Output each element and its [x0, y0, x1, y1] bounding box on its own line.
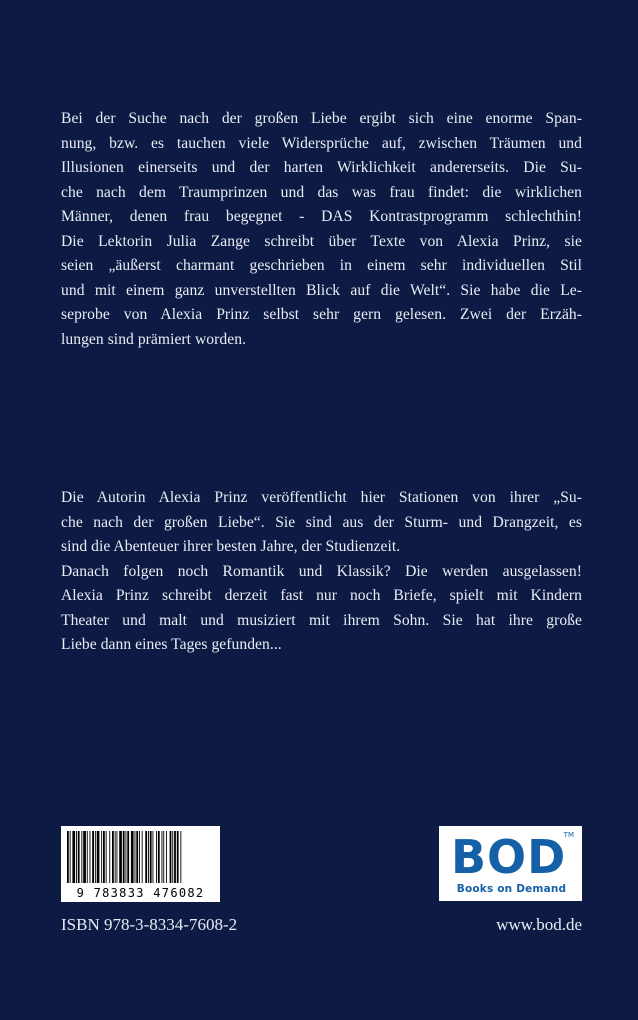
blurb-line: che nach der großen Liebe“. Sie sind aus der Sturm- und Drangzeit, es — [61, 513, 582, 531]
blurb-line: Alexia Prinz schreibt derzeit fast nur noch Briefe, spielt mit Kindern — [61, 587, 582, 604]
blurb-line: lungen sind prämiert worden. — [61, 330, 247, 348]
blurb-line: che nach dem Traumprinzen und das was frau findet: die wirklichen — [61, 183, 582, 201]
isbn-barcode — [61, 826, 220, 902]
blurb-line: Theater und malt und musiziert mit ihrem Sohn. Sie hat ihre große — [61, 611, 582, 629]
bod-publisher-logo — [439, 826, 582, 901]
blurb-paragraph-2 — [61, 486, 582, 658]
bod-trademark: TM — [563, 831, 574, 839]
barcode-bars — [67, 831, 214, 883]
publisher-website: www.bod.de — [496, 915, 582, 934]
blurb-line: Männer, denen frau begegnet - DAS Kontrastprogramm schlechthin! — [61, 208, 582, 225]
isbn-number: ISBN 978-3-8334-7608-2 — [61, 915, 238, 934]
barcode-digits: 9 783833 476082 — [76, 886, 205, 900]
blurb-line: nung, bzw. es tauchen viele Widersprüche auf, zwischen Träumen und — [61, 134, 582, 152]
blurb-line: seien „äußerst charmant geschrieben in einem sehr individuellen Stil — [61, 257, 582, 274]
blurb-line: Illusionen einerseits und der harten Wirklichkeit andererseits. Die Su- — [61, 159, 582, 176]
blurb-line: Danach folgen noch Romantik und Klassik? Die werden ausgelassen! — [61, 562, 582, 580]
blurb-line: Bei der Suche nach der großen Liebe ergibt sich eine enorme Span- — [61, 110, 582, 127]
bod-logo-subtitle: Books on Demand — [456, 883, 567, 895]
blurb-line: Die Autorin Alexia Prinz veröffentlicht hier Stationen von ihrer „Su- — [61, 489, 582, 506]
blurb-line: seprobe von Alexia Prinz selbst sehr gern gelesen. Zwei der Erzäh- — [61, 306, 582, 323]
blurb-line: Liebe dann eines Tages gefunden... — [61, 636, 282, 653]
blurb-line: und mit einem ganz unverstellten Blick auf die Welt“. Sie habe die Le- — [61, 281, 582, 299]
bod-logo-letters: BOD — [451, 830, 567, 884]
blurb-line: sind die Abenteuer ihrer besten Jahre, der Studienzeit. — [61, 538, 401, 555]
blurb-line: Die Lektorin Julia Zange schreibt über Texte von Alexia Prinz, sie — [61, 232, 582, 250]
blurb-paragraph-1 — [61, 107, 582, 352]
